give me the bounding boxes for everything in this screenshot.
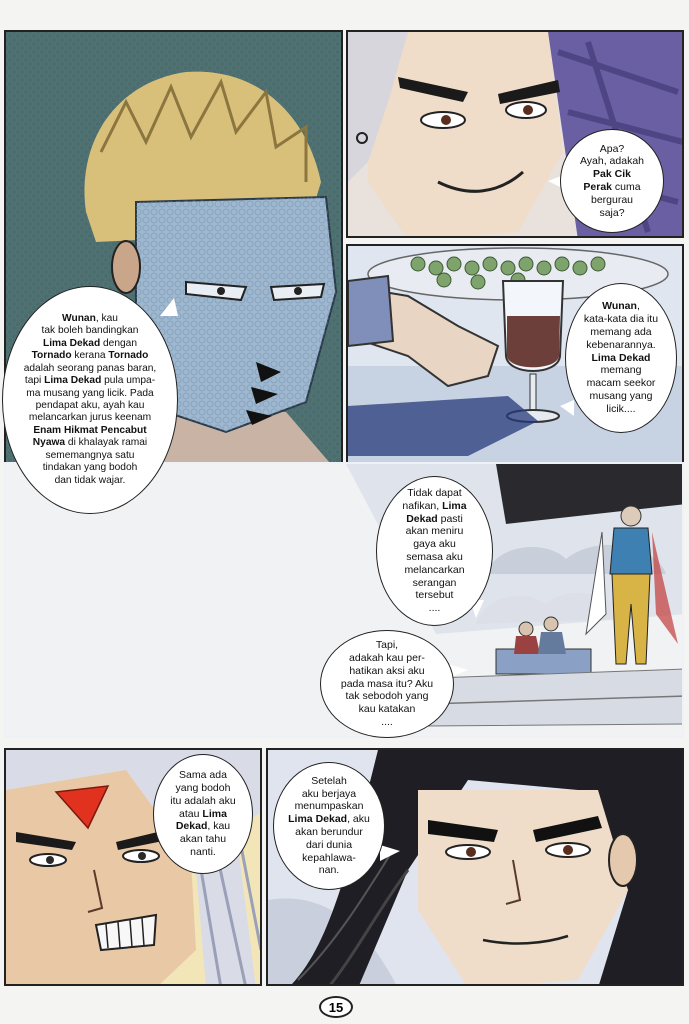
text-run: kerana bbox=[71, 350, 109, 362]
text-run: gaya aku bbox=[413, 538, 456, 551]
bubble-text bbox=[584, 300, 658, 415]
bubble-line bbox=[341, 703, 433, 716]
text-run: tak boleh bandingkan bbox=[41, 325, 139, 337]
text-run: licik.... bbox=[606, 402, 636, 415]
bubble-tail bbox=[560, 400, 574, 416]
text-run: sememangnya satu bbox=[45, 449, 135, 461]
text-run: akan meniru bbox=[405, 525, 464, 538]
bubble-line bbox=[580, 207, 644, 220]
text-run: serangan bbox=[412, 576, 457, 589]
speech-bubble-white-hair bbox=[153, 754, 253, 874]
bubble-line bbox=[402, 589, 466, 602]
bold-name: Lima bbox=[202, 807, 227, 820]
bubble-line bbox=[288, 788, 370, 801]
bubble-text bbox=[288, 775, 370, 877]
text-run: tindakan yang bodoh bbox=[42, 462, 138, 474]
bubble-line bbox=[584, 352, 658, 365]
text-run: Sama ada bbox=[179, 769, 227, 782]
text-run: kepahlawa- bbox=[302, 851, 356, 864]
bubble-line bbox=[24, 363, 157, 375]
bubble-line bbox=[402, 513, 466, 526]
speech-bubble-arena-a bbox=[376, 476, 493, 626]
bubble-line bbox=[580, 168, 644, 181]
bubble-line bbox=[288, 864, 370, 877]
text-run: Tapi, bbox=[375, 639, 399, 652]
bubble-line bbox=[402, 525, 466, 538]
bold-name: Dekad bbox=[406, 512, 438, 525]
text-run: kata-kata dia itu bbox=[583, 313, 659, 326]
bubble-line bbox=[170, 769, 235, 782]
bubble-line bbox=[402, 564, 466, 577]
bubble-line bbox=[341, 639, 433, 652]
text-run: musang yang bbox=[589, 389, 653, 402]
text-run: menumpaskan bbox=[294, 800, 364, 813]
bubble-line bbox=[402, 577, 466, 590]
bubble-line bbox=[170, 846, 235, 859]
text-run: , bbox=[636, 300, 640, 313]
bubble-line bbox=[580, 194, 644, 207]
bubble-line bbox=[584, 377, 658, 390]
bold-name: Lima bbox=[442, 499, 467, 512]
bold-name: Perak bbox=[583, 181, 612, 193]
text-run: .... bbox=[428, 602, 441, 615]
text-run: aku berjaya bbox=[301, 787, 357, 800]
text-run: kau katakan bbox=[358, 703, 416, 716]
bold-name: Enam Hikmat Pencabut bbox=[33, 424, 147, 436]
bubble-line bbox=[170, 820, 235, 833]
speech-bubble-arena-b bbox=[320, 630, 454, 738]
text-run: dengan bbox=[100, 337, 137, 349]
page-number: 15 bbox=[319, 996, 353, 1018]
bubble-line bbox=[170, 808, 235, 821]
bubble-line bbox=[24, 425, 157, 437]
speech-bubble-glass bbox=[565, 283, 677, 433]
text-run: pendapat aku, ayah kau bbox=[35, 400, 145, 411]
speech-bubble-smirk bbox=[560, 129, 664, 233]
bubble-line bbox=[402, 500, 466, 513]
bold-name: Tornado bbox=[31, 350, 72, 362]
bubble-line bbox=[170, 833, 235, 846]
bold-name: Dekad bbox=[175, 820, 208, 833]
bubble-line bbox=[584, 364, 658, 377]
text-run: atau bbox=[179, 807, 203, 820]
text-run: akan tahu bbox=[179, 833, 227, 846]
bubble-line bbox=[24, 388, 157, 400]
bubble-tail bbox=[160, 298, 178, 316]
text-run: nanti. bbox=[190, 845, 216, 858]
text-run: cuma bbox=[612, 181, 641, 193]
bold-name: Lima Dekad bbox=[288, 813, 348, 826]
text-run: Setelah bbox=[311, 774, 347, 787]
bubble-line bbox=[402, 551, 466, 564]
bubble-line bbox=[402, 538, 466, 551]
bubble-line bbox=[341, 665, 433, 678]
text-run: , aku bbox=[347, 813, 370, 826]
text-run: memang bbox=[600, 364, 642, 377]
text-run: semasa aku bbox=[406, 551, 463, 563]
speech-bubble-dark-hair bbox=[273, 762, 385, 890]
bubble-line bbox=[341, 716, 433, 729]
bubble-line bbox=[170, 782, 235, 795]
text-run: pada masa itu? Aku bbox=[340, 677, 434, 690]
text-run: , kau bbox=[207, 820, 231, 833]
text-run: dan tidak wajar. bbox=[54, 474, 126, 486]
bubble-line bbox=[341, 690, 433, 703]
bubble-line bbox=[341, 652, 433, 665]
bold-name: Lima Dekad bbox=[44, 375, 102, 387]
bubble-line bbox=[24, 450, 157, 462]
text-run: di khalayak ramai bbox=[65, 437, 148, 449]
text-run: ma musang yang licik. Pada bbox=[26, 387, 154, 399]
bubble-line bbox=[288, 839, 370, 852]
bubble-line bbox=[584, 390, 658, 403]
bubble-line bbox=[288, 826, 370, 839]
bubble-line bbox=[584, 313, 658, 326]
text-run: itu adalah aku bbox=[170, 794, 236, 807]
text-run: dari dunia bbox=[305, 838, 353, 851]
bold-name: Nyawa bbox=[32, 437, 66, 449]
text-run: macam seekor bbox=[586, 377, 656, 390]
text-run: Tidak dapat bbox=[407, 487, 462, 500]
bubble-line bbox=[288, 813, 370, 826]
text-run: tersebut bbox=[415, 589, 454, 602]
text-run: hatikan aksi aku bbox=[349, 664, 425, 677]
text-run: pasti bbox=[437, 512, 463, 525]
bubble-line bbox=[341, 678, 433, 691]
bubble-line bbox=[24, 475, 157, 487]
text-run: pula umpa- bbox=[101, 375, 156, 387]
text-run: Ayah, adakah bbox=[579, 155, 645, 168]
bubble-line bbox=[580, 181, 644, 194]
text-run: bergurau bbox=[590, 193, 634, 206]
bubble-line bbox=[402, 602, 466, 615]
bold-name: Wunan bbox=[602, 300, 637, 313]
bubble-line bbox=[24, 400, 157, 412]
bubble-tail bbox=[380, 845, 400, 861]
text-run: adalah seorang panas baran, bbox=[23, 362, 157, 374]
text-run: akan berundur bbox=[295, 826, 363, 838]
bold-name: Lima Dekad bbox=[591, 351, 651, 364]
text-run: , kau bbox=[95, 312, 118, 324]
bubble-line bbox=[584, 300, 658, 313]
bubble-line bbox=[584, 403, 658, 416]
bubble-line bbox=[24, 350, 157, 362]
bubble-line bbox=[288, 852, 370, 865]
text-run: saja? bbox=[599, 206, 625, 219]
bubble-line bbox=[288, 775, 370, 788]
bold-name: Lima Dekad bbox=[42, 337, 101, 349]
bold-name: Wunan bbox=[62, 312, 96, 324]
bubble-line bbox=[170, 795, 235, 808]
text-run: tak sebodoh yang bbox=[345, 690, 429, 703]
bubble-text bbox=[24, 313, 157, 487]
bubble-line bbox=[24, 375, 157, 387]
bubble-line bbox=[288, 800, 370, 813]
bubble-text bbox=[402, 487, 466, 615]
bubble-line bbox=[580, 143, 644, 156]
text-run: adakah kau per- bbox=[349, 652, 425, 664]
bubble-line bbox=[584, 339, 658, 352]
bubble-line bbox=[24, 313, 157, 325]
bubble-line bbox=[584, 326, 658, 339]
speech-bubble-masked bbox=[2, 286, 178, 514]
text-run: melancarkan bbox=[404, 563, 465, 576]
text-run: melancarkan jurus keenam bbox=[28, 412, 152, 424]
bold-name: Tornado bbox=[108, 350, 149, 362]
text-run: .... bbox=[381, 715, 393, 728]
text-run: yang bodoh bbox=[175, 782, 231, 794]
bubble-text bbox=[170, 769, 235, 859]
text-run: memang ada bbox=[590, 326, 652, 338]
bubble-line bbox=[24, 325, 157, 337]
bubble-text bbox=[580, 143, 644, 220]
bubble-line bbox=[24, 462, 157, 474]
bubble-line bbox=[24, 338, 157, 350]
text-run: nafikan, bbox=[402, 499, 443, 512]
bubble-line bbox=[24, 437, 157, 449]
text-run: Apa? bbox=[599, 142, 625, 155]
text-run: nan. bbox=[318, 864, 340, 877]
bubble-text bbox=[341, 639, 433, 729]
text-run: tapi bbox=[24, 375, 45, 387]
bold-name: Pak Cik bbox=[593, 168, 631, 181]
bubble-line bbox=[402, 487, 466, 500]
text-run: kebenarannya. bbox=[586, 338, 656, 351]
bubble-line bbox=[24, 412, 157, 424]
bubble-line bbox=[580, 155, 644, 168]
